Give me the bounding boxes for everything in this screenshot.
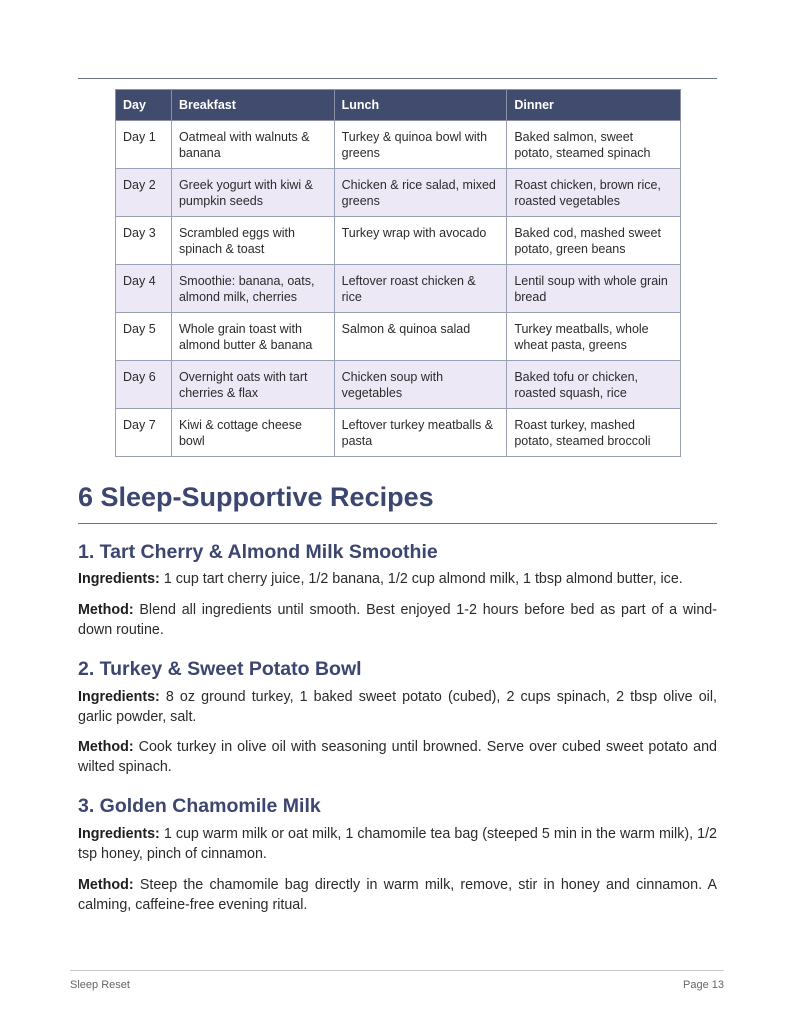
cell-lunch: Salmon & quinoa salad — [334, 313, 507, 361]
cell-lunch: Chicken soup with vegetables — [334, 361, 507, 409]
table-row — [116, 265, 681, 313]
cell-dinner: Baked salmon, sweet potato, steamed spinach — [507, 121, 681, 169]
method-label: Method: — [78, 877, 134, 893]
recipe-method — [78, 875, 717, 915]
table-row — [116, 361, 681, 409]
recipe-title: 2. Turkey & Sweet Potato Bowl — [78, 658, 362, 680]
top-divider — [78, 78, 717, 79]
section-divider — [78, 523, 717, 524]
recipe-title: 3. Golden Chamomile Milk — [78, 795, 321, 817]
cell-lunch: Chicken & rice salad, mixed greens — [334, 169, 507, 217]
cell-dinner: Roast turkey, mashed potato, steamed broccoli — [507, 409, 681, 457]
header-dinner: Dinner — [507, 90, 681, 121]
method-text: Cook turkey in olive oil with seasoning until browned. Serve over cubed sweet potato and wilted spinach. — [78, 739, 717, 775]
table-row — [116, 409, 681, 457]
recipe-ingredients — [78, 687, 717, 727]
cell-lunch: Leftover turkey meatballs & pasta — [334, 409, 507, 457]
footer-page-number: Page 13 — [683, 979, 724, 991]
header-day: Day — [116, 90, 172, 121]
ingredients-text: 1 cup tart cherry juice, 1/2 banana, 1/2 cup almond milk, 1 tbsp almond butter, ice. — [163, 571, 683, 587]
cell-breakfast: Greek yogurt with kiwi & pumpkin seeds — [171, 169, 334, 217]
recipe-ingredients — [78, 569, 717, 589]
cell-day: Day 4 — [116, 265, 172, 313]
footer-document-title: Sleep Reset — [70, 979, 130, 991]
cell-dinner: Lentil soup with whole grain bread — [507, 265, 681, 313]
cell-dinner: Turkey meatballs, whole wheat pasta, greens — [507, 313, 681, 361]
ingredients-label: Ingredients: — [78, 826, 160, 842]
meal-plan-table — [115, 89, 681, 457]
cell-lunch: Leftover roast chicken & rice — [334, 265, 507, 313]
table-header-row — [116, 90, 681, 121]
cell-breakfast: Overnight oats with tart cherries & flax — [171, 361, 334, 409]
cell-breakfast: Scrambled eggs with spinach & toast — [171, 217, 334, 265]
method-label: Method: — [78, 739, 134, 755]
method-text: Steep the chamomile bag directly in warm milk, remove, stir in honey and cinnamon. A calming, caffeine-free evening ritual. — [78, 877, 717, 913]
cell-day: Day 6 — [116, 361, 172, 409]
ingredients-text: 8 oz ground turkey, 1 baked sweet potato (cubed), 2 cups spinach, 2 tbsp olive oil, garlic powder, salt. — [78, 689, 717, 725]
cell-day: Day 7 — [116, 409, 172, 457]
method-label: Method: — [78, 602, 134, 618]
cell-day: Day 3 — [116, 217, 172, 265]
ingredients-label: Ingredients: — [78, 571, 160, 587]
recipe-ingredients — [78, 824, 717, 864]
cell-breakfast: Whole grain toast with almond butter & banana — [171, 313, 334, 361]
cell-day: Day 1 — [116, 121, 172, 169]
cell-dinner: Roast chicken, brown rice, roasted vegetables — [507, 169, 681, 217]
table-row — [116, 217, 681, 265]
cell-lunch: Turkey wrap with avocado — [334, 217, 507, 265]
cell-dinner: Baked tofu or chicken, roasted squash, rice — [507, 361, 681, 409]
header-lunch: Lunch — [334, 90, 507, 121]
method-text: Blend all ingredients until smooth. Best enjoyed 1-2 hours before bed as part of a wind-down routine. — [78, 602, 717, 638]
cell-breakfast: Kiwi & cottage cheese bowl — [171, 409, 334, 457]
ingredients-label: Ingredients: — [78, 689, 160, 705]
section-title: 6 Sleep-Supportive Recipes — [78, 482, 434, 512]
table-row — [116, 121, 681, 169]
header-breakfast: Breakfast — [171, 90, 334, 121]
recipe-method — [78, 600, 717, 640]
ingredients-text: 1 cup warm milk or oat milk, 1 chamomile tea bag (steeped 5 min in the warm milk), 1/2 tsp honey, pinch of cinnamon. — [78, 826, 717, 862]
recipe-title: 1. Tart Cherry & Almond Milk Smoothie — [78, 541, 438, 563]
footer-divider — [70, 970, 724, 971]
cell-dinner: Baked cod, mashed sweet potato, green beans — [507, 217, 681, 265]
table-row — [116, 313, 681, 361]
cell-breakfast: Oatmeal with walnuts & banana — [171, 121, 334, 169]
cell-breakfast: Smoothie: banana, oats, almond milk, cherries — [171, 265, 334, 313]
cell-lunch: Turkey & quinoa bowl with greens — [334, 121, 507, 169]
cell-day: Day 2 — [116, 169, 172, 217]
table-row — [116, 169, 681, 217]
recipe-method — [78, 737, 717, 777]
cell-day: Day 5 — [116, 313, 172, 361]
